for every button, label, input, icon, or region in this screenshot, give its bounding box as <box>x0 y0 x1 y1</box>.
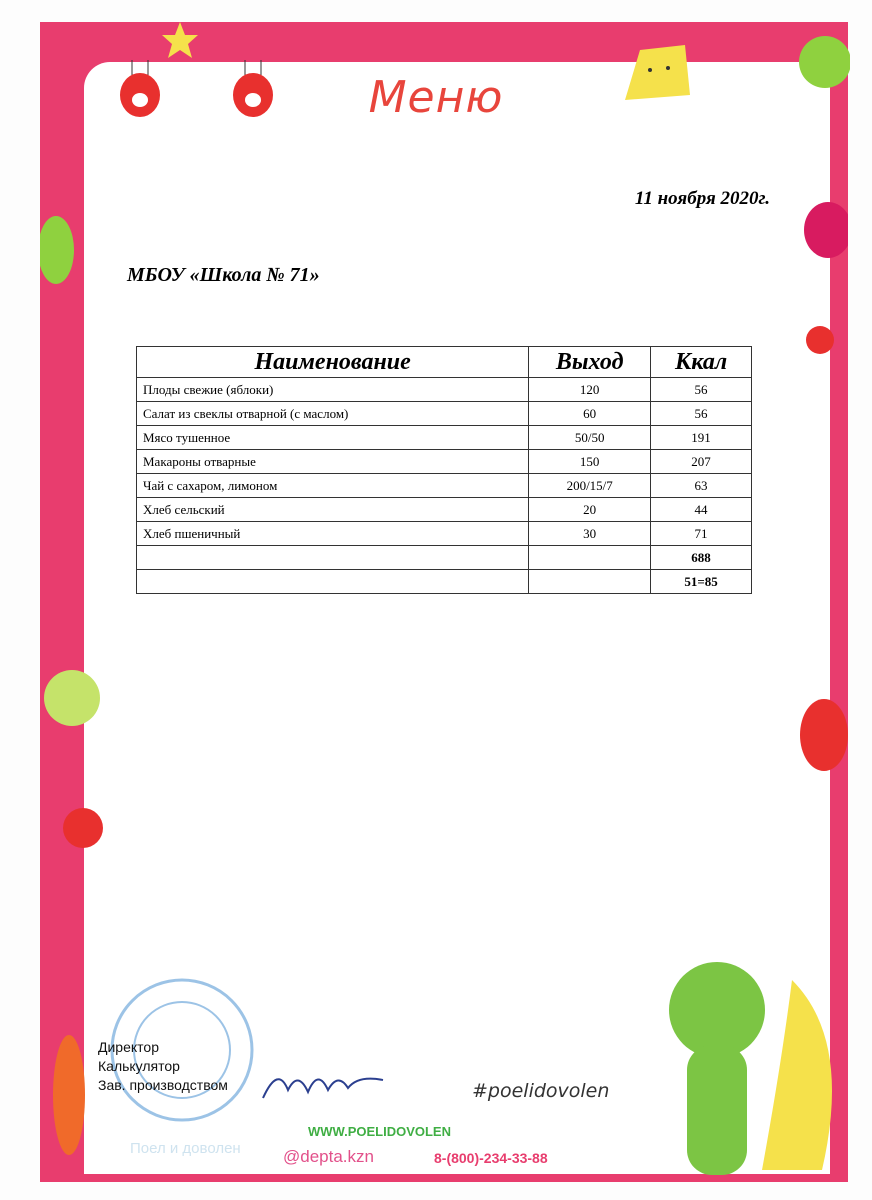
dish-kcal: 71 <box>651 522 752 546</box>
signature-block <box>98 1038 228 1095</box>
dish-kcal: 191 <box>651 426 752 450</box>
page-title: Меню <box>368 72 504 123</box>
lettuce-icon <box>40 210 80 290</box>
brand-hashtag: #poelidovolen <box>472 1080 610 1102</box>
brand-website: WWW.POELIDOVOLEN <box>308 1124 451 1139</box>
table-row <box>137 378 752 402</box>
dish-name: Салат из свеклы отварной (с маслом) <box>137 402 529 426</box>
tomato-icon <box>58 800 108 850</box>
dish-output: 150 <box>529 450 651 474</box>
menu-table <box>136 346 752 594</box>
carrot-icon <box>44 1015 104 1185</box>
total-price: 51=85 <box>651 570 752 594</box>
price-row <box>137 570 752 594</box>
dish-output: 20 <box>529 498 651 522</box>
broccoli-banana-mascots-icon <box>632 950 848 1180</box>
header-kcal: Ккал <box>651 347 752 378</box>
header-name: Наименование <box>137 347 529 378</box>
menu-date: 11 ноября 2020г. <box>634 188 770 209</box>
production-label: Зав. производством <box>98 1077 228 1093</box>
beet-icon <box>798 185 848 265</box>
director-label: Директор <box>98 1039 159 1055</box>
table-header-row <box>137 347 752 378</box>
brand-watermark: Поел и доволен <box>130 1140 241 1157</box>
dish-name: Макароны отварные <box>137 450 529 474</box>
dish-name: Хлеб сельский <box>137 498 529 522</box>
dish-name: Чай с сахаром, лимоном <box>137 474 529 498</box>
table-row <box>137 474 752 498</box>
dish-name: Мясо тушенное <box>137 426 529 450</box>
dish-kcal: 56 <box>651 402 752 426</box>
table-row <box>137 522 752 546</box>
school-name: МБОУ «Школа № 71» <box>127 264 320 286</box>
total-row <box>137 546 752 570</box>
dish-output: 120 <box>529 378 651 402</box>
dish-output: 200/15/7 <box>529 474 651 498</box>
calculator-label: Калькулятор <box>98 1058 180 1074</box>
dish-kcal: 44 <box>651 498 752 522</box>
brand-phone: 8-(800)-234-33-88 <box>434 1150 548 1166</box>
dish-output: 60 <box>529 402 651 426</box>
star-icon <box>160 20 200 60</box>
table-row <box>137 498 752 522</box>
dish-name: Плоды свежие (яблоки) <box>137 378 529 402</box>
dish-kcal: 56 <box>651 378 752 402</box>
handwritten-signature-icon <box>258 1060 388 1105</box>
dish-kcal: 207 <box>651 450 752 474</box>
dish-output: 50/50 <box>529 426 651 450</box>
table-row <box>137 450 752 474</box>
dish-kcal: 63 <box>651 474 752 498</box>
table-row <box>137 426 752 450</box>
dish-name: Хлеб пшеничный <box>137 522 529 546</box>
brand-instagram: @depta.kzn <box>283 1147 374 1166</box>
header-output: Выход <box>529 347 651 378</box>
apple-icon <box>40 660 105 730</box>
tomato-face-icon <box>796 695 848 775</box>
dish-output: 30 <box>529 522 651 546</box>
total-kcal: 688 <box>651 546 752 570</box>
cherry-tomato-icon <box>804 320 838 356</box>
table-row <box>137 402 752 426</box>
